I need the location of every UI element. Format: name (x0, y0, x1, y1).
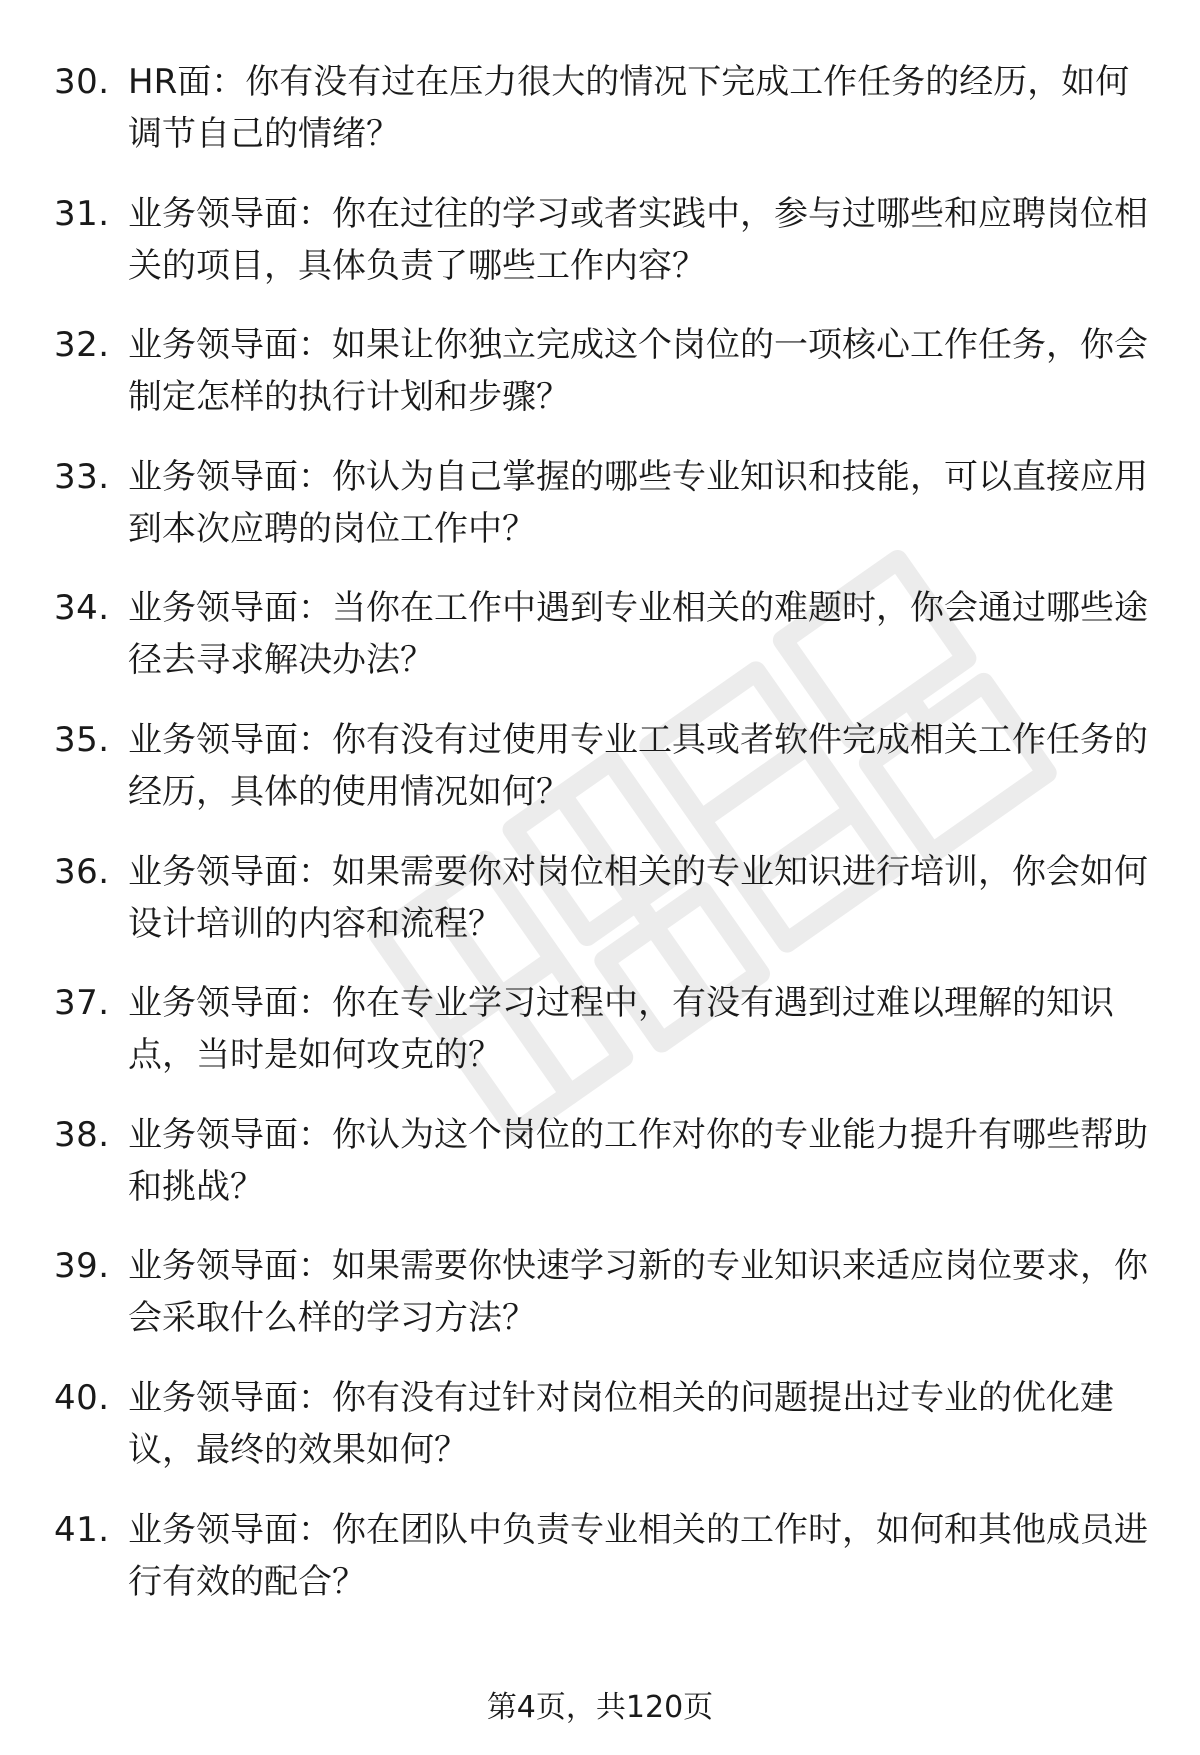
question-text: 业务领导面：当你在工作中遇到专业相关的难题时，你会通过哪些途径去寻求解决办法？ (128, 588, 1148, 681)
question-item (0, 1504, 1200, 1636)
question-number: 33. (54, 456, 110, 497)
question-text: 业务领导面：你在团队中负责专业相关的工作时，如何和其他成员进行有效的配合？ (128, 1509, 1148, 1602)
question-text: 业务领导面：你在专业学习过程中，有没有遇到过难以理解的知识点，当时是如何攻克的？ (128, 983, 1114, 1076)
question-number: 39. (54, 1246, 110, 1287)
question-item (0, 977, 1200, 1109)
question-number: 40. (54, 1377, 110, 1418)
question-item (0, 1109, 1200, 1241)
question-number: 30. (54, 62, 110, 102)
question-text: HR面：你有没有过在压力很大的情况下完成工作任务的经历，如何调节自己的情绪？ (128, 62, 1130, 154)
question-text: 业务领导面：如果让你独立完成这个岗位的一项核心工作任务，你会制定怎样的执行计划和步骤？ (128, 325, 1148, 418)
question-item (0, 582, 1200, 714)
question-item (0, 56, 1200, 188)
question-number: 35. (54, 719, 110, 760)
question-item (0, 714, 1200, 846)
question-number: 34. (54, 588, 110, 629)
question-text: 业务领导面：如果需要你对岗位相关的专业知识进行培训，你会如何设计培训的内容和流程？ (128, 851, 1148, 944)
page-number-label: 第4页，共120页 (486, 1690, 714, 1725)
page-footer (0, 1688, 1200, 1728)
question-item (0, 846, 1200, 978)
question-number: 38. (54, 1114, 110, 1155)
question-text: 业务领导面：你认为自己掌握的哪些专业知识和技能，可以直接应用到本次应聘的岗位工作中？ (128, 456, 1148, 549)
question-item (0, 188, 1200, 320)
question-number: 37. (54, 983, 110, 1024)
question-text: 业务领导面：你在过往的学习或者实践中，参与过哪些和应聘岗位相关的项目，具体负责了哪些工作内容？ (128, 193, 1148, 286)
question-text: 业务领导面：你有没有过使用专业工具或者软件完成相关工作任务的经历，具体的使用情况如何？ (128, 719, 1148, 812)
question-list (0, 56, 1200, 1635)
question-number: 31. (54, 193, 110, 234)
question-number: 32. (54, 325, 110, 366)
question-item (0, 451, 1200, 583)
question-item (0, 1240, 1200, 1372)
question-number: 36. (54, 851, 110, 892)
question-text: 业务领导面：如果需要你快速学习新的专业知识来适应岗位要求，你会采取什么样的学习方法？ (128, 1246, 1148, 1339)
question-item (0, 1372, 1200, 1504)
question-number: 41. (54, 1509, 110, 1550)
question-text: 业务领导面：你认为这个岗位的工作对你的专业能力提升有哪些帮助和挑战？ (128, 1114, 1148, 1207)
question-text: 业务领导面：你有没有过针对岗位相关的问题提出过专业的优化建议，最终的效果如何？ (128, 1377, 1114, 1470)
question-item (0, 319, 1200, 451)
